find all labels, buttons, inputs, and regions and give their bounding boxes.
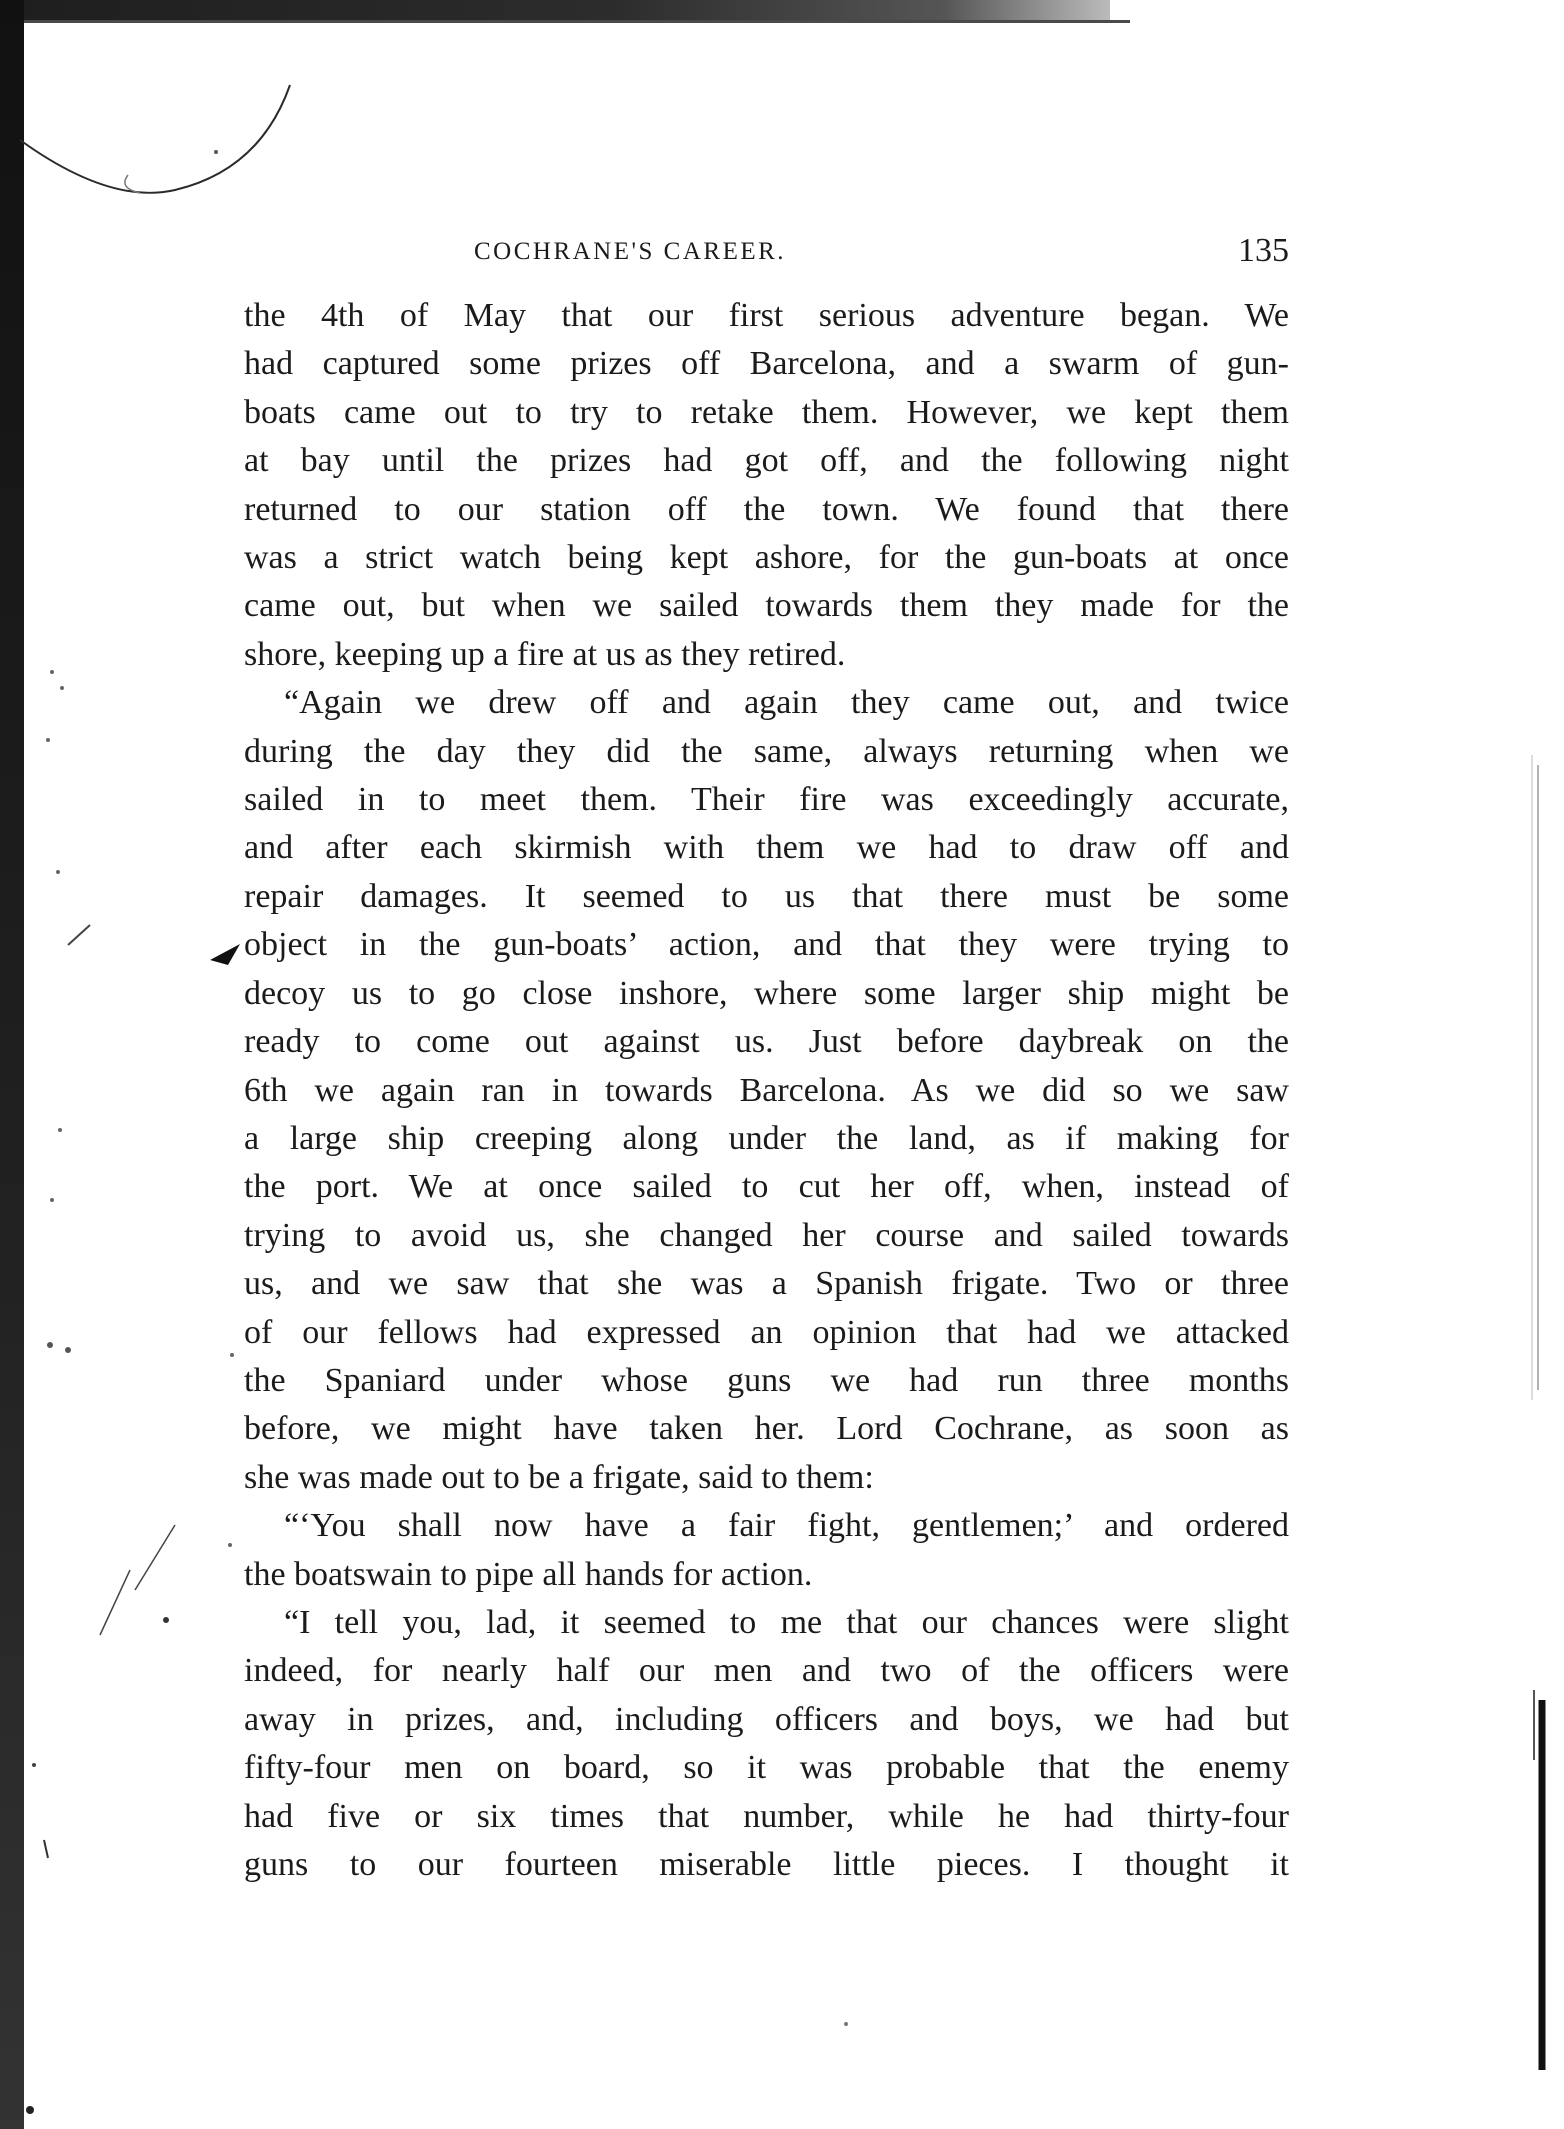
book-page [244,232,1289,1889]
running-head [244,232,1289,292]
paragraph [244,292,1289,679]
text-line: repair damages. It seemed to us that there must be some [244,877,1289,915]
text-line: sailed in to meet them. Their fire was exceedingly accurate, [244,781,1289,819]
paragraph [244,1599,1289,1889]
text-line: “Again we drew off and again they came out, and twice [284,684,1289,722]
text-line: “‘You shall now have a fair fight, gentlemen;’ and ordered [284,1507,1289,1545]
text-line: trying to avoid us, she changed her course and sailed towards [244,1216,1289,1254]
text-line: had five or six times that number, while he had thirty-four [244,1797,1289,1835]
text-line: and after each skirmish with them we had to draw off and [244,829,1289,867]
text-line: the boatswain to pipe all hands for action. [244,1555,813,1593]
text-line: at bay until the prizes had got off, and the following night [244,442,1289,480]
margin-slash [68,925,90,945]
text-line: away in prizes, and, including officers and boys, we had but [244,1700,1289,1738]
text-line: during the day they did the same, always returning when we [244,732,1289,770]
text-line: guns to our fourteen miserable little pieces. I thought it [244,1846,1289,1883]
text-line: fifty-four men on board, so it was probable that the enemy [244,1749,1289,1787]
text-line: 6th we again ran in towards Barcelona. As we did so we saw [244,1071,1289,1109]
text-line: us, and we saw that she was a Spanish frigate. Two or three [244,1265,1289,1303]
text-line: a large ship creeping along under the land, as if making for [244,1119,1289,1157]
text-line: shore, keeping up a fire at us as they retired. [244,635,846,673]
text-line: returned to our station off the town. We found that there [244,490,1289,528]
text-line: the Spaniard under whose guns we had run three months [244,1361,1289,1399]
text-line: came out, but when we sailed towards them they made for the [244,587,1289,625]
text-line: indeed, for nearly half our men and two of the officers were [244,1652,1289,1690]
paragraph [244,679,1289,1502]
body-text [244,292,1289,1889]
text-line: was a strict watch being kept ashore, for the gun-boats at once [244,539,1289,577]
paragraph [244,1502,1289,1599]
text-line: before, we might have taken her. Lord Cochrane, as soon as [244,1410,1289,1448]
page-number: 135 [1238,232,1289,269]
text-line: ready to come out against us. Just before daybreak on the [244,1023,1289,1061]
text-line: had captured some prizes off Barcelona, and a swarm of gun- [244,345,1289,383]
text-line: the port. We at once sailed to cut her off, when, instead of [244,1168,1289,1206]
margin-slash [100,1570,130,1635]
text-line: “I tell you, lad, it seemed to me that our chances were slight [284,1603,1289,1641]
text-line: boats came out to try to retake them. However, we kept them [244,393,1289,431]
text-line: of our fellows had expressed an opinion that had we attacked [244,1313,1289,1351]
pencil-tick-mark [210,944,240,965]
margin-slash [135,1525,175,1590]
running-head-title: COCHRANE'S CAREER. [474,238,787,265]
text-line: she was made out to be a frigate, said to them: [244,1458,874,1496]
text-line: the 4th of May that our first serious adventure began. We [244,297,1289,334]
text-line: object in the gun-boats’ action, and that they were trying to [244,926,1289,964]
text-line: decoy us to go close inshore, where some larger ship might be [244,974,1289,1012]
